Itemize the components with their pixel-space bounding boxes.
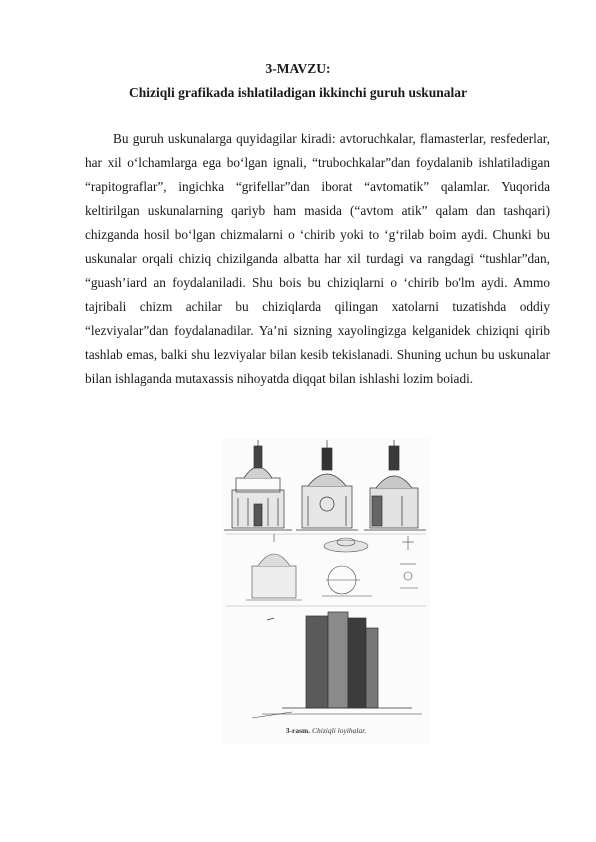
figure-caption <box>222 726 430 735</box>
figure-caption-number: 3-rasm. <box>285 726 311 735</box>
figure <box>222 438 430 744</box>
body-paragraph-text: Bu guruh uskunalarga quyidagilar kiradi: avtoruchkalar, flamasterlar, resfederlar, har xil o‘lchamlarga ega bo‘lgan ignali, “trubochkalar”dan foydalanib ishlatiladigan “rapitograflar”, ingichka “grifellar”dan iborat “avtomatik” qalamlar. Yuqorida keltirilgan uskunalarning qariyb ham masida (“avtom atik” qalam dan tashqari) chizganda hosil bo‘lgan chizmalarni o ‘chirib yoki to ‘g‘rilab boim aydi. Chunki bu uskunalar orqali chiziq chizilganda albatta har xil turdagi va rangdagi “tushlar”dan, “guash’iard an foydalaniladi. Shu bois bu chiziqlarni o ‘chirib bo'lm aydi. Ammo tajribali chizm achilar bu chiziqlarda qilingan xatolarni tuzatishda oddiy “lezviyalar”dan foydalanadilar. Ya’ni sizning xayolingizga kelganidek chiziqni qirib tashlab emas, balki shu lezviyalar bilan kesib tekislanadi. Shuning uchun bu uskunalar bilan ishlaganda mutaxassis nihoyatda diqqat bilan ishlashi lozim boiadi. <box>85 131 550 386</box>
architectural-sketches-image <box>222 438 430 722</box>
figure-caption-text: Chiziqli loyihalar. <box>312 726 367 735</box>
body-paragraph <box>85 127 550 391</box>
section-title: Chiziqli grafikada ishlatiladigan ikkinchi guruh uskunalar <box>129 85 467 100</box>
topic-heading: 3-MAVZU: <box>265 61 331 76</box>
